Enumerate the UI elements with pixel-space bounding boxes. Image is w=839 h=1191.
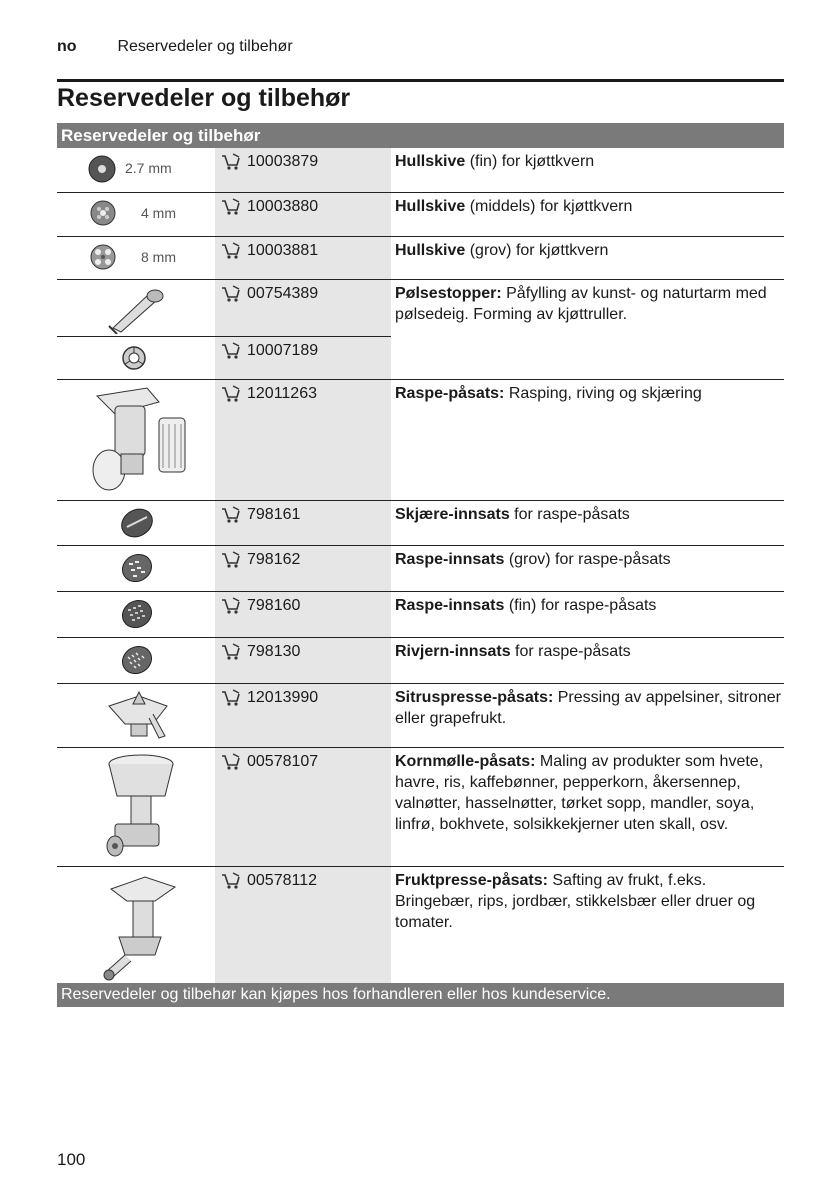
cart-icon — [221, 643, 241, 661]
cart-icon — [221, 551, 241, 569]
hole-size: 8 mm — [141, 249, 176, 265]
part-image — [57, 501, 215, 545]
language-code: no — [57, 38, 77, 55]
part-description: Hullskive (fin) for kjøttkvern — [395, 153, 595, 170]
cart-icon — [221, 285, 241, 303]
table-row — [57, 280, 784, 337]
part-number: 00578107 — [221, 751, 391, 772]
table-row — [57, 337, 784, 380]
part-image — [57, 684, 215, 747]
part-number: 10003881 — [221, 240, 391, 261]
sausage-group — [57, 280, 784, 380]
disc-coarse-icon — [89, 243, 117, 271]
cart-icon — [221, 385, 241, 403]
part-image — [57, 638, 215, 683]
part-image — [57, 592, 215, 637]
header-section: Reservedeler og tilbehør — [117, 38, 293, 55]
table-row — [57, 638, 784, 684]
cart-icon — [221, 689, 241, 707]
table-row — [57, 867, 784, 988]
part-number: 12011263 — [221, 383, 391, 404]
rasp-insert-icon — [119, 642, 155, 678]
fine-grater-insert-icon — [119, 596, 155, 632]
part-number: 00754389 — [221, 283, 391, 304]
hole-size: 2.7 mm — [125, 160, 172, 176]
part-number: 10003880 — [221, 196, 391, 217]
part-description: Hullskive (middels) for kjøttkvern — [395, 198, 633, 215]
juicer-attachment-icon — [97, 871, 183, 983]
cart-icon — [221, 506, 241, 524]
cart-icon — [221, 597, 241, 615]
part-description: Sitruspresse-påsats: Pressing av appelsiner, sitroner eller grapefrukt. — [395, 689, 781, 727]
page-header — [57, 38, 293, 56]
part-image — [57, 193, 215, 236]
header-rule — [57, 79, 784, 82]
part-image — [57, 148, 215, 192]
nozzle-ring-icon — [121, 345, 147, 371]
parts-table — [57, 123, 784, 988]
part-description: Raspe-påsats: Rasping, riving og skjæring — [395, 385, 702, 402]
part-image — [57, 237, 215, 279]
part-description: Hullskive (grov) for kjøttkvern — [395, 242, 609, 259]
part-number: 798161 — [221, 504, 391, 525]
table-row — [57, 748, 784, 867]
grater-attachment-icon — [87, 384, 197, 496]
part-description: Pølsestopper: Påfylling av kunst- og naturtarm med pølsedeig. Forming av kjøttruller. — [395, 285, 767, 323]
cart-icon — [221, 872, 241, 890]
table-row — [57, 546, 784, 592]
footer-note: Reservedeler og tilbehør kan kjøpes hos forhandleren eller hos kundeservice. — [57, 983, 784, 1007]
part-image — [57, 546, 215, 591]
table-row — [57, 501, 784, 546]
part-number: 798130 — [221, 641, 391, 662]
part-description: Raspe-innsats (fin) for raspe-påsats — [395, 597, 657, 614]
part-image — [57, 337, 215, 379]
sausage-stuffer-icon — [105, 284, 167, 334]
part-number: 798162 — [221, 549, 391, 570]
table-row — [57, 193, 784, 237]
part-description: Fruktpresse-påsats: Safting av frukt, f.eks. Bringebær, rips, jordbær, stikkelsbær eller druer og tomater. — [395, 872, 756, 931]
table-header: Reservedeler og tilbehør — [57, 123, 784, 148]
cart-icon — [221, 198, 241, 216]
page-title: Reservedeler og tilbehør — [57, 84, 351, 112]
part-number: 00578112 — [221, 870, 391, 891]
part-image — [57, 867, 215, 988]
part-number: 798160 — [221, 595, 391, 616]
part-description: Kornmølle-påsats: Maling av produkter som hvete, havre, ris, kaffebønner, pepperkorn, åkersennep, valnøtter, hasselnøtter, tørket sopp, mandler, soya, linfrø, bokhvete, solsikkekjerner uten skall, osv. — [395, 753, 764, 833]
table-row — [57, 148, 784, 193]
table-row — [57, 592, 784, 638]
disc-fine-icon — [87, 154, 117, 184]
part-description: Raspe-innsats (grov) for raspe-påsats — [395, 551, 671, 568]
table-row — [57, 684, 784, 748]
page-number: 100 — [57, 1150, 86, 1169]
part-image — [57, 280, 215, 337]
table-row — [57, 237, 784, 280]
part-number: 12013990 — [221, 687, 391, 708]
cart-icon — [221, 342, 241, 360]
grain-mill-icon — [101, 752, 177, 864]
cart-icon — [221, 242, 241, 260]
slicing-insert-icon — [119, 505, 155, 541]
part-description: Rivjern-innsats for raspe-påsats — [395, 643, 631, 660]
hole-size: 4 mm — [141, 205, 176, 221]
part-number: 10007189 — [221, 340, 391, 361]
citrus-press-icon — [103, 688, 173, 744]
cart-icon — [221, 153, 241, 171]
part-image — [57, 748, 215, 866]
part-image — [57, 380, 215, 500]
table-row — [57, 380, 784, 501]
part-description: Skjære-innsats for raspe-påsats — [395, 506, 630, 523]
disc-medium-icon — [89, 199, 117, 227]
coarse-grater-insert-icon — [119, 550, 155, 586]
cart-icon — [221, 753, 241, 771]
part-number: 10003879 — [221, 151, 391, 172]
